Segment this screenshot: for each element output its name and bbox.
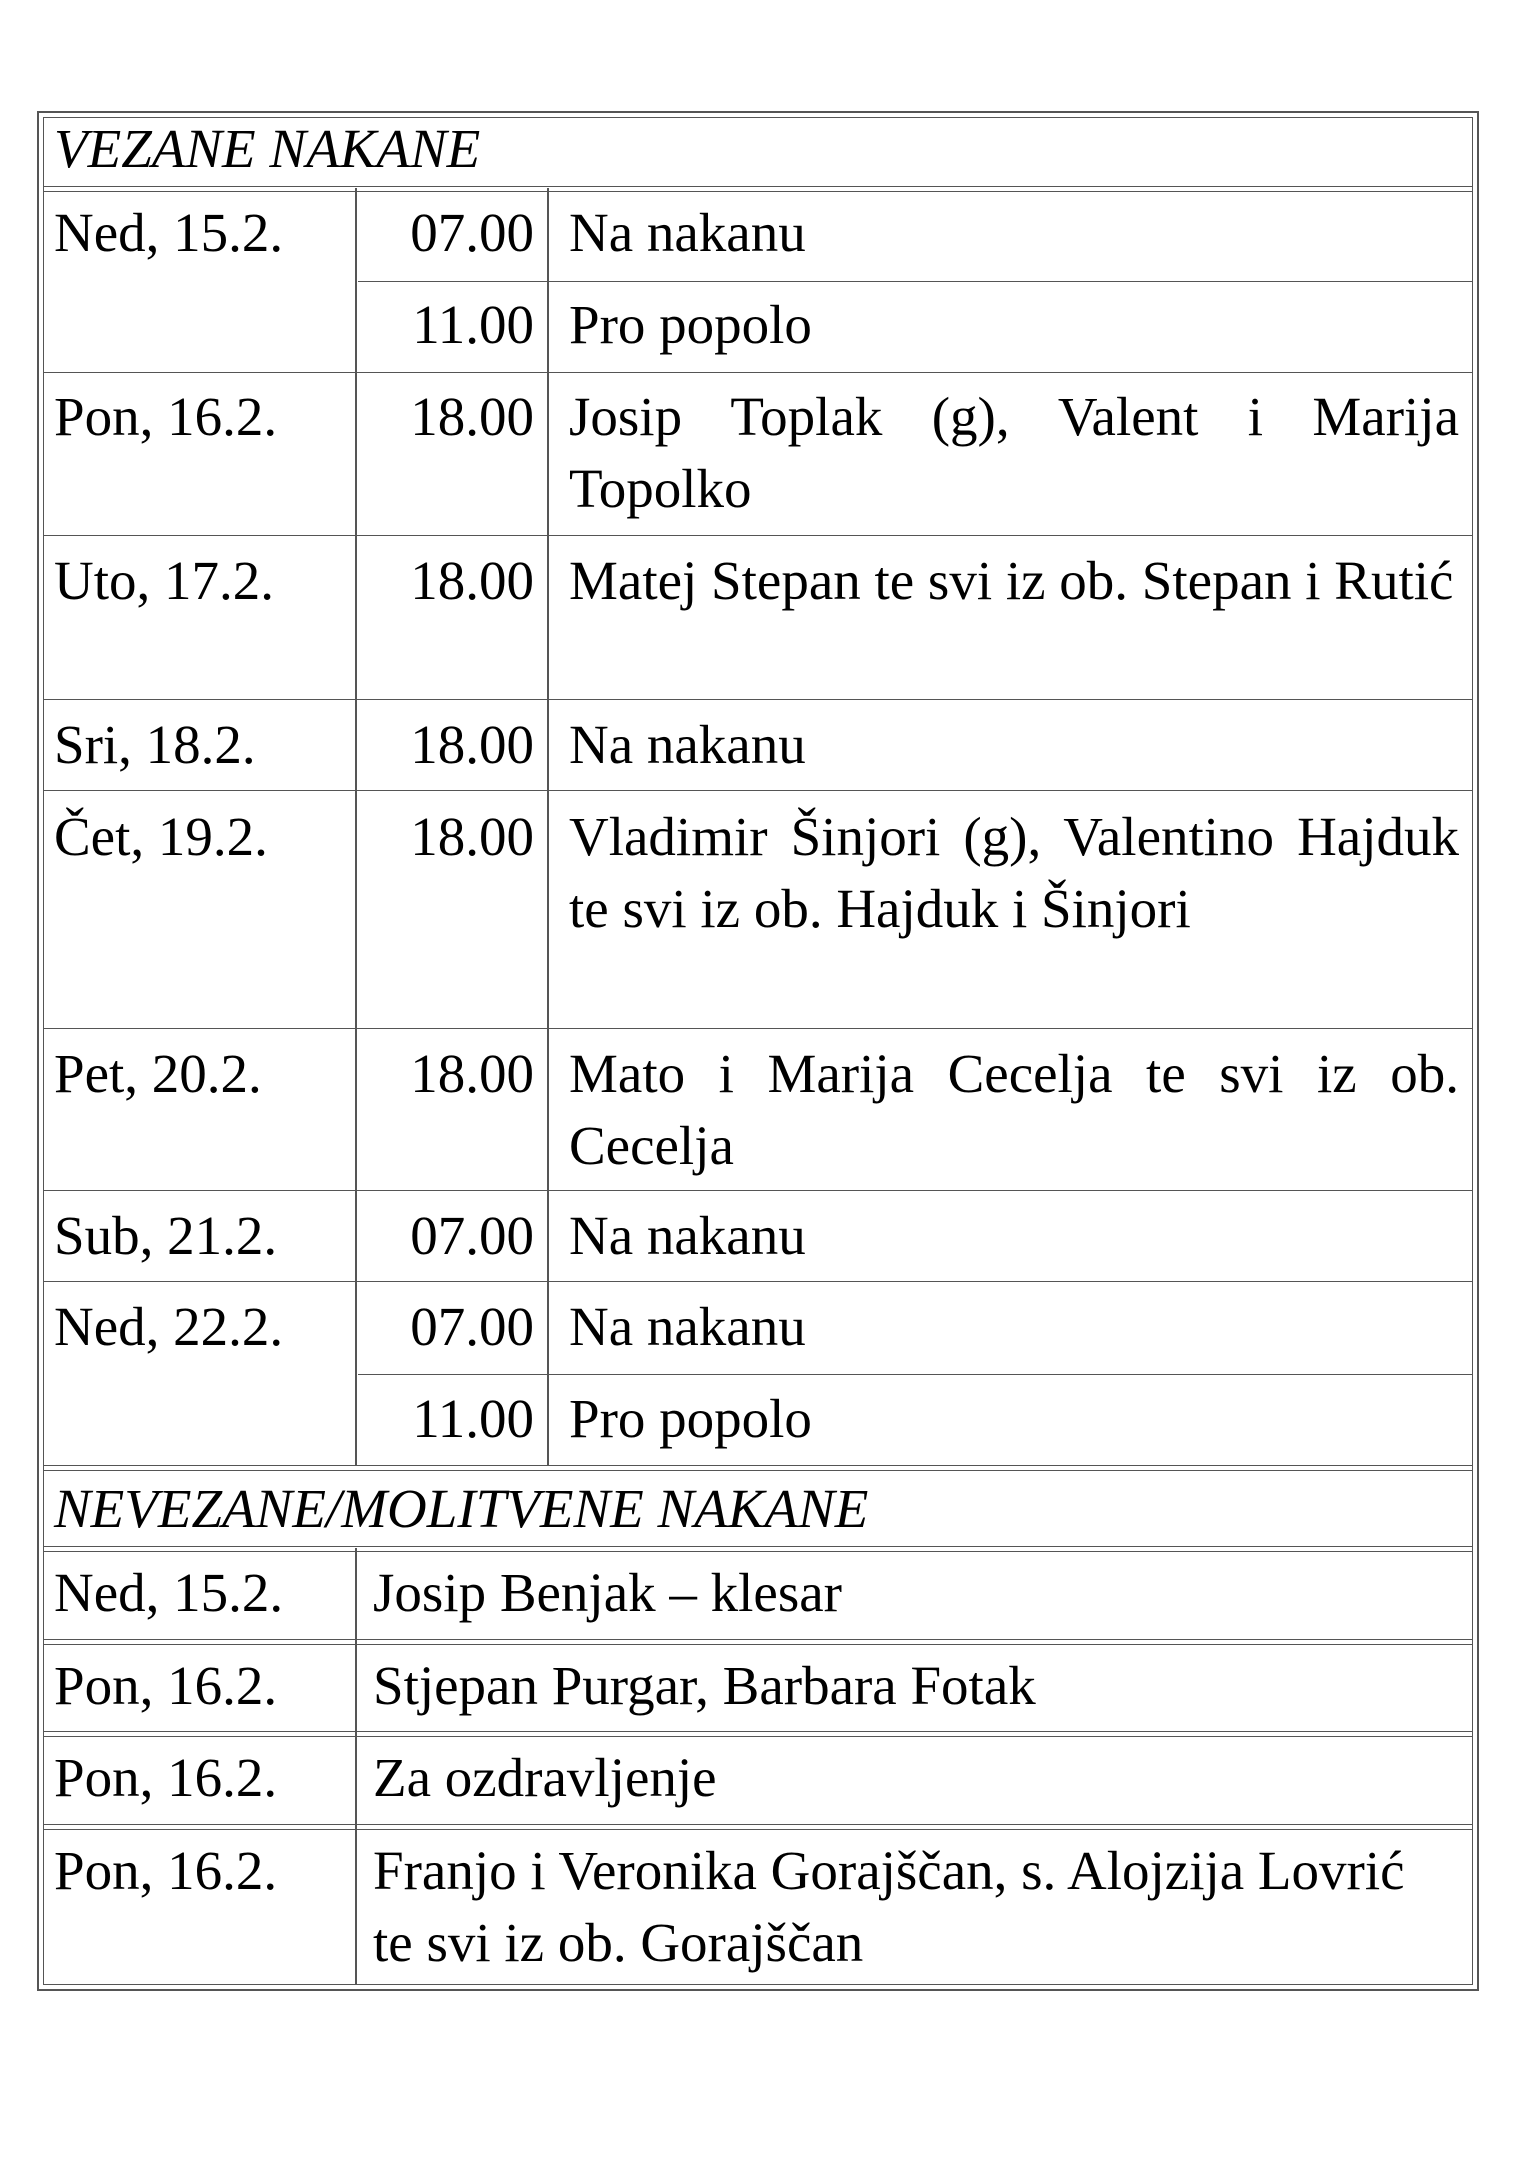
row-intention: Vladimir Šinjori (g), Valentino Hajduk te svi iz ob. Hajduk i Šinjori	[569, 806, 1459, 939]
row-divider	[43, 372, 1473, 373]
intentions-table	[37, 111, 1479, 1991]
row-divider	[43, 1731, 1473, 1732]
row-intention: Josip Toplak (g), Valent i Marija Topolko	[569, 386, 1459, 519]
row-day: Pon, 16.2.	[54, 1840, 278, 1901]
row-time: 18.00	[410, 1043, 534, 1104]
column-divider-day-2	[355, 1548, 357, 1985]
row-divider	[358, 1374, 1473, 1375]
row-divider	[43, 1639, 1473, 1640]
row-divider	[43, 1281, 1473, 1282]
row-divider	[43, 535, 1473, 536]
row-day: Ned, 15.2.	[54, 202, 284, 263]
row-time: 18.00	[410, 386, 534, 447]
row-time: 07.00	[410, 1205, 534, 1266]
column-divider-day	[355, 188, 357, 1465]
row-day: Pet, 20.2.	[54, 1043, 262, 1104]
row-intention: Matej Stepan te svi iz ob. Stepan i Rutić	[569, 550, 1454, 611]
row-time: 18.00	[410, 806, 534, 867]
row-day: Pon, 16.2.	[54, 1747, 278, 1808]
row-day: Sri, 18.2.	[54, 714, 256, 775]
row-intention: Franjo i Veronika Gorajščan, s. Alojzija Lovrić te svi iz ob. Gorajščan	[373, 1840, 1405, 1973]
row-divider	[43, 1546, 1473, 1547]
row-day: Uto, 17.2.	[54, 550, 274, 611]
row-time: 18.00	[410, 550, 534, 611]
row-intention: Pro popolo	[569, 294, 812, 355]
row-intention: Josip Benjak – klesar	[373, 1562, 842, 1623]
row-intention: Na nakanu	[569, 1205, 806, 1266]
row-divider	[43, 790, 1473, 791]
row-divider	[43, 1824, 1473, 1825]
row-divider	[43, 1028, 1473, 1029]
row-intention: Na nakanu	[569, 202, 806, 263]
row-time: 18.00	[410, 714, 534, 775]
row-day: Čet, 19.2.	[54, 806, 268, 867]
row-day: Ned, 22.2.	[54, 1296, 284, 1357]
row-divider	[43, 699, 1473, 700]
row-day: Pon, 16.2.	[54, 386, 278, 447]
row-divider	[43, 1190, 1473, 1191]
row-intention: Za ozdravljenje	[373, 1747, 717, 1808]
row-day: Sub, 21.2.	[54, 1205, 278, 1266]
row-time: 07.00	[410, 1296, 534, 1357]
section-heading-nevezane: NEVEZANE/MOLITVENE NAKANE	[54, 1478, 869, 1539]
row-time: 11.00	[412, 1388, 534, 1449]
row-intention: Mato i Marija Cecelja te svi iz ob. Cecelja	[569, 1043, 1459, 1176]
row-intention: Stjepan Purgar, Barbara Fotak	[373, 1655, 1036, 1716]
row-day: Pon, 16.2.	[54, 1655, 278, 1716]
section-divider	[43, 1465, 1473, 1466]
row-time: 11.00	[412, 294, 534, 355]
section-heading-vezane: VEZANE NAKANE	[54, 118, 481, 179]
row-intention: Pro popolo	[569, 1388, 812, 1449]
row-divider	[43, 186, 1473, 187]
row-time: 07.00	[410, 202, 534, 263]
row-day: Ned, 15.2.	[54, 1562, 284, 1623]
row-intention: Na nakanu	[569, 1296, 806, 1357]
row-divider	[358, 281, 1473, 282]
row-intention: Na nakanu	[569, 714, 806, 775]
column-divider-time	[547, 188, 549, 1465]
